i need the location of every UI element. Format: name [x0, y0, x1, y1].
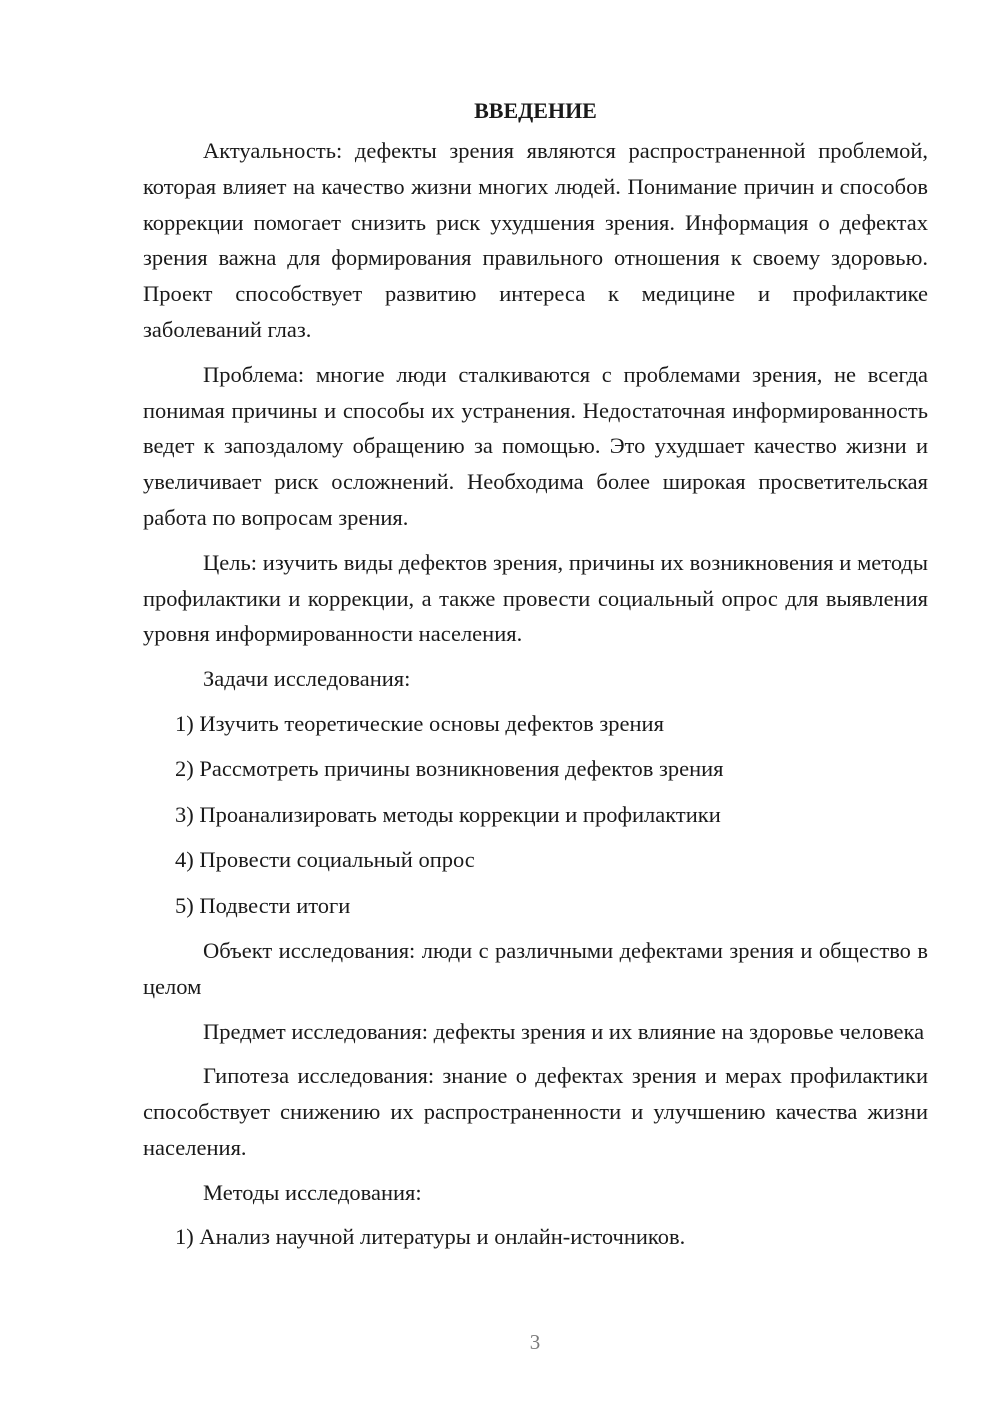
object-paragraph: Объект исследования: люди с различными дефектами зрения и общество в целом — [143, 937, 928, 999]
list-item: 2) Рассмотреть причины возникновения дефектов зрения — [175, 756, 724, 782]
list-item: 3) Проанализировать методы коррекции и профилактики — [175, 801, 721, 827]
page-title: ВВЕДЕНИЕ — [474, 98, 597, 123]
hypothesis-paragraph: Гипотеза исследования: знание о дефектах зрения и мерах профилактики способствует снижению их распространенности и улучшению качества жизни населения. — [143, 1063, 928, 1160]
problem-paragraph: Проблема: многие люди сталкиваются с проблемами зрения, не всегда понимая причины и способы их устранения. Недостаточная информированность ведет к запоздалому обращению за помощью. Это ухудшает качество жизни и увеличивает риск осложнений. Необходима более широкая просветительская работа по вопросам зрения. — [143, 361, 928, 530]
tasks-list — [143, 706, 928, 923]
methods-list — [143, 1219, 928, 1255]
tasks-heading: Задачи исследования: — [203, 666, 411, 692]
list-item: 4) Провести социальный опрос — [175, 847, 475, 873]
page-number: 3 — [529, 1330, 541, 1354]
goal-paragraph: Цель: изучить виды дефектов зрения, причины их возникновения и методы профилактики и коррекции, а также провести социальный опрос для выявления уровня информированности населения. — [143, 549, 928, 647]
page-content — [143, 93, 928, 1265]
methods-heading: Методы исследования: — [203, 1179, 422, 1205]
subject-paragraph: Предмет исследования: дефекты зрения и их влияние на здоровье человека — [203, 1018, 925, 1044]
relevance-paragraph: Актуальность: дефекты зрения являются распространенной проблемой, которая влияет на качество жизни многих людей. Понимание причин и способов коррекции помогает снизить риск ухудшения зрения. Информация о дефектах зрения важна для формирования правильного отношения к своему здоровью. Проект способствует развитию интереса к медицине и профилактике заболеваний глаз. — [143, 138, 928, 342]
list-item: 1) Изучить теоретические основы дефектов зрения — [175, 710, 664, 736]
list-item: 5) Подвести итоги — [175, 892, 351, 918]
list-item: 1) Анализ научной литературы и онлайн-источников. — [175, 1224, 686, 1250]
